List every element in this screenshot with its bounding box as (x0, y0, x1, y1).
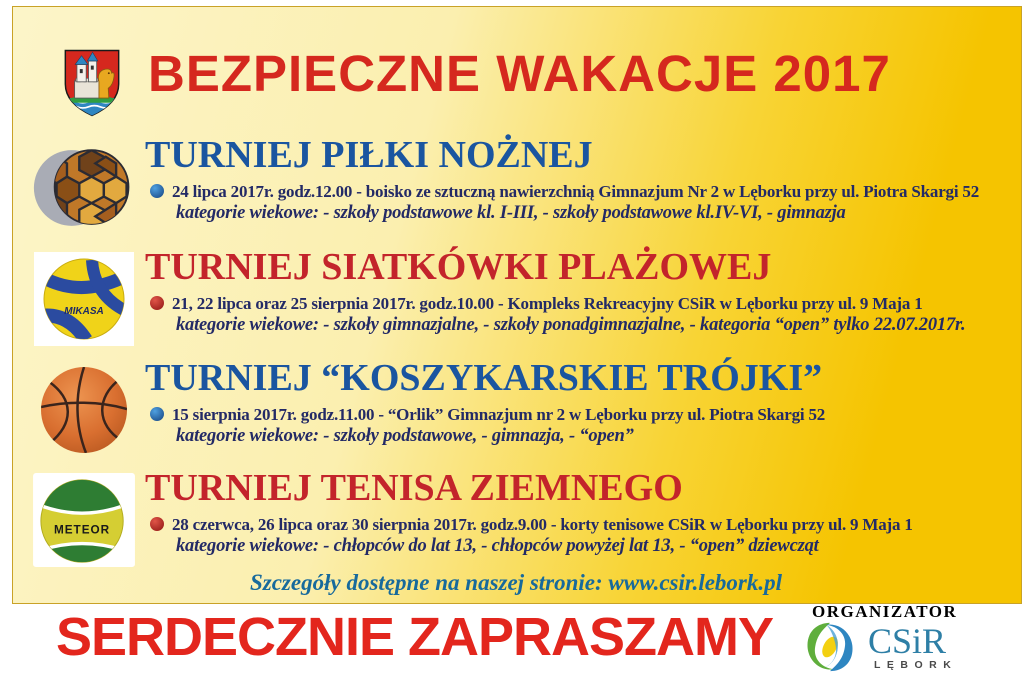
section-title: TURNIEJ SIATKÓWKI PLAŻOWEJ (145, 246, 772, 288)
csir-logo-swirl-icon (800, 621, 860, 673)
section-categories: kategorie wiekowe: - szkoły gimnazjalne, - szkoły ponadgimnazjalne, - kategoria “open” tylko 22.07.2017r. (176, 315, 966, 335)
bullet-icon (150, 407, 164, 421)
section-football (0, 134, 1024, 250)
organizer-name: CSiR (868, 621, 947, 661)
section-title: TURNIEJ PIŁKI NOŻNEJ (145, 134, 593, 176)
tennis-ball-icon (32, 473, 136, 569)
bullet-icon (150, 184, 164, 198)
bullet-icon (150, 296, 164, 310)
basketball-icon (32, 363, 136, 459)
section-title: TURNIEJ TENISA ZIEMNEGO (145, 467, 683, 509)
tennis-brand-label: METEOR (53, 523, 111, 537)
section-categories: kategorie wiekowe: - szkoły podstawowe, - gimnazja, - “open” (176, 426, 634, 446)
organizer-city: LĘBORK (874, 659, 958, 671)
poster-title: BEZPIECZNE WAKACJE 2017 (148, 45, 891, 102)
football-icon (32, 140, 136, 236)
bullet-icon (150, 517, 164, 531)
section-categories: kategorie wiekowe: - chłopców do lat 13, - chłopców powyżej lat 13, - “open” dziewcząt (176, 536, 819, 556)
website-line: Szczegóły dostępne na naszej stronie: www.csir.lebork.pl (249, 570, 783, 595)
volleyball-icon (32, 252, 136, 348)
section-details: 24 lipca 2017r. godz.12.00 - boisko ze sztuczną nawierzchnią Gimnazjum Nr 2 w Lęborku przy ul. Piotra Skargi 52 (172, 182, 980, 201)
section-basketball (0, 357, 1024, 473)
section-title: TURNIEJ “KOSZYKARSKIE TRÓJKI” (145, 357, 823, 399)
section-volleyball (0, 246, 1024, 362)
volleyball-brand-label: MIKASA (64, 306, 104, 317)
section-categories: kategorie wiekowe: - szkoły podstawowe kl. I-III, - szkoły podstawowe kl.IV-VI, - gimnazja (176, 203, 846, 223)
section-details: 21, 22 lipca oraz 25 sierpnia 2017r. godz.10.00 - Kompleks Rekreacyjny CSiR w Lęborku przy ul. 9 Maja 1 (172, 294, 923, 313)
invitation-text: SERDECZNIE ZAPRASZAMY (56, 607, 774, 667)
section-details: 15 sierpnia 2017r. godz.11.00 - “Orlik” Gimnazjum nr 2 w Lęborku przy ul. Piotra Skargi 52 (172, 405, 826, 424)
lebork-coat-of-arms-icon (63, 40, 121, 126)
section-tennis (0, 467, 1024, 583)
organizer-label: ORGANIZATOR (812, 602, 958, 621)
section-details: 28 czerwca, 26 lipca oraz 30 sierpnia 2017r. godz.9.00 - korty tenisowe CSiR w Lęborku przy ul. 9 Maja 1 (172, 515, 913, 534)
